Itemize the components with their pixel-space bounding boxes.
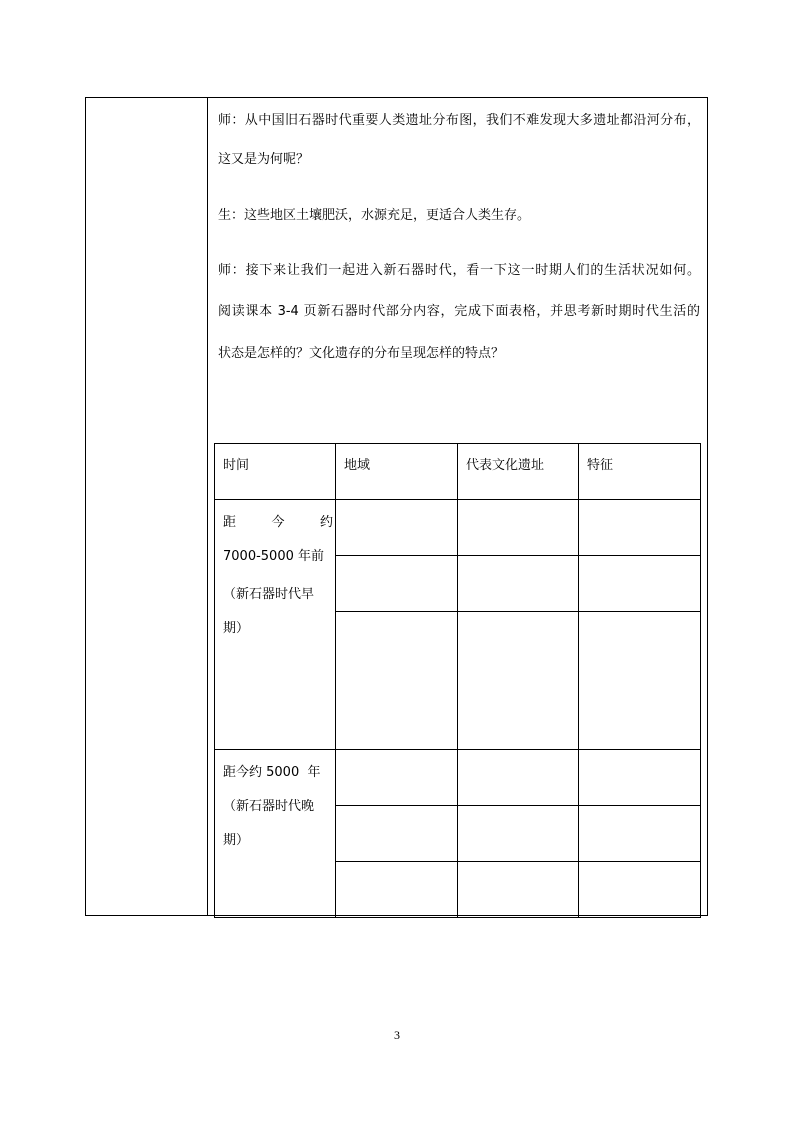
- student-line: 生：这些地区土壤肥沃，水源充足，更适合人类生存。: [218, 208, 531, 223]
- instruction-line-2: 状态是怎样的？文化遗存的分布呈现怎样的特点？: [218, 346, 505, 361]
- answer-cell[interactable]: [579, 500, 701, 556]
- table-header-row: [215, 444, 701, 500]
- answer-cell[interactable]: [458, 862, 579, 918]
- late-time-line-1: 距今约 5000 年: [223, 765, 321, 780]
- instruction-line-1: 阅读课本 3-4 页新石器时代部分内容，完成下面表格，并思考新时期时代生活的: [218, 304, 700, 319]
- late-neolithic-time-cell: [215, 750, 336, 918]
- header-features: 特征: [579, 444, 701, 500]
- early-row-1: [215, 500, 701, 556]
- answer-cell[interactable]: [458, 806, 579, 862]
- teacher-line-3: 师：接下来让我们一起进入新石器时代，看一下这一时期人们的生活状况如何。: [218, 263, 700, 278]
- answer-cell[interactable]: [579, 806, 701, 862]
- answer-cell[interactable]: [579, 862, 701, 918]
- early-neolithic-time-cell: [215, 500, 336, 750]
- late-time-line-2: （新石器时代晚: [223, 799, 315, 814]
- answer-cell[interactable]: [579, 556, 701, 612]
- late-row-1: [215, 750, 701, 806]
- early-time-line-4: 期）: [223, 621, 250, 636]
- column-divider: [207, 97, 208, 916]
- early-time-line-2: 7000-5000 年前: [223, 549, 324, 564]
- teacher-line-2: 这又是为何呢？: [218, 152, 310, 167]
- answer-cell[interactable]: [336, 750, 458, 806]
- header-sites: 代表文化遗址: [458, 444, 579, 500]
- answer-cell[interactable]: [458, 500, 579, 556]
- answer-cell[interactable]: [336, 612, 458, 750]
- answer-cell[interactable]: [458, 612, 579, 750]
- early-time-line-1: 距 今 约: [223, 515, 333, 530]
- answer-cell[interactable]: [579, 750, 701, 806]
- answer-cell[interactable]: [579, 612, 701, 750]
- page-number: 3: [394, 1028, 400, 1042]
- neolithic-worksheet-table: [214, 443, 701, 918]
- answer-cell[interactable]: [336, 806, 458, 862]
- answer-cell[interactable]: [336, 500, 458, 556]
- teacher-line-1: 师：从中国旧石器时代重要人类遗址分布图，我们不难发现大多遗址都沿河分布，: [218, 113, 700, 128]
- answer-cell[interactable]: [458, 750, 579, 806]
- early-time-line-3: （新石器时代早: [223, 587, 315, 602]
- header-region: 地域: [336, 444, 458, 500]
- answer-cell[interactable]: [336, 862, 458, 918]
- answer-cell[interactable]: [336, 556, 458, 612]
- answer-cell[interactable]: [458, 556, 579, 612]
- late-time-line-3: 期）: [223, 833, 250, 848]
- header-time: 时间: [215, 444, 336, 500]
